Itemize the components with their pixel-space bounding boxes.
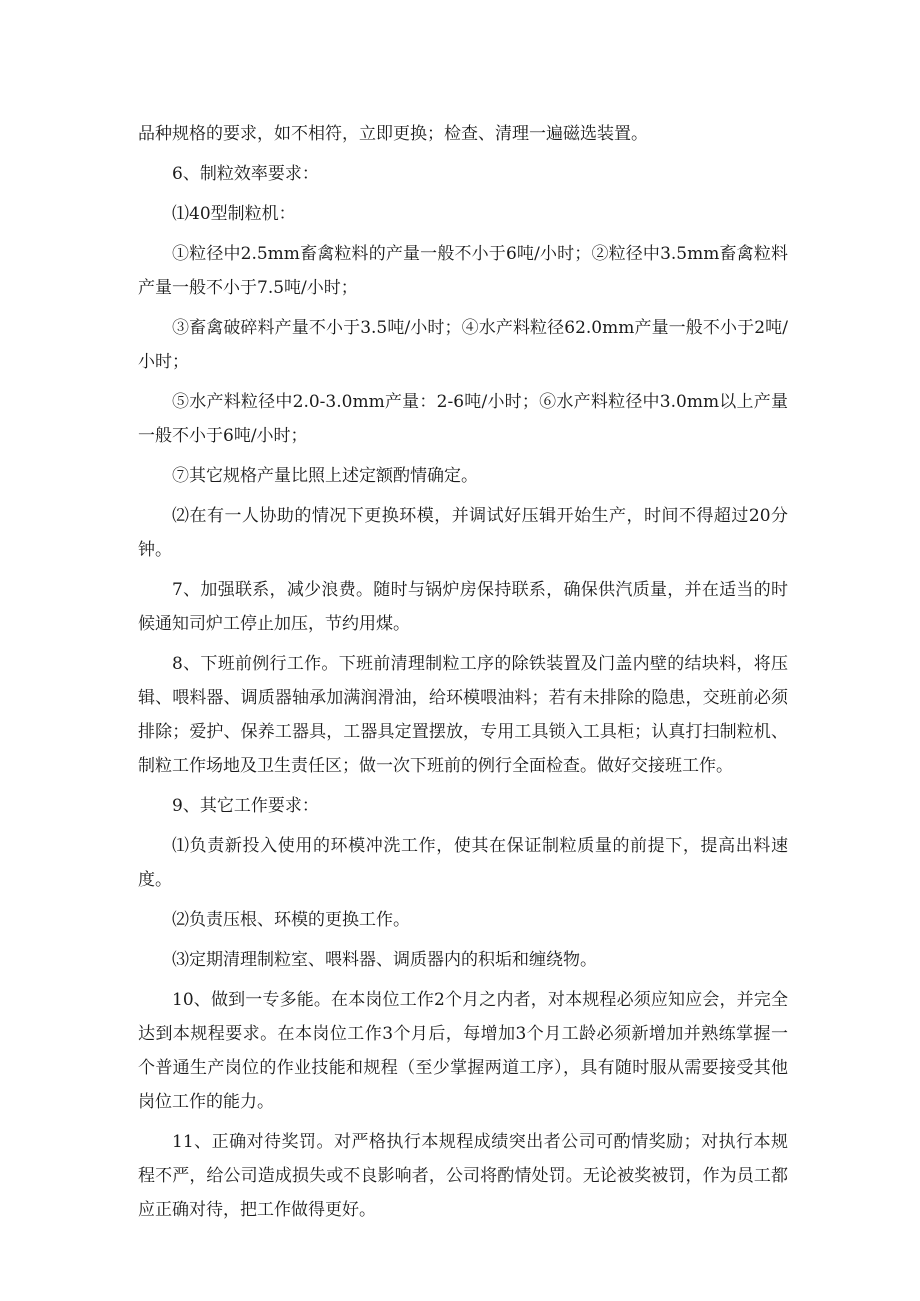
paragraph-section-8: 8、下班前例行工作。下班前清理制粒工序的除铁装置及门盖内壁的结块料，将压辑、喂料器、调质器轴承加满润滑油，给环模喂油料；若有未排除的隐患，交班前必须排除；爱护、保养工器具，工器具定置摆放，专用工具锁入工具柜；认真打扫制粒机、制粒工作场地及卫生责任区；做一次下班前的例行全面检查。做好交接班工作。	[138, 654, 788, 776]
document-body	[138, 117, 788, 1233]
paragraph-section-6-1-a: ①粒径中2.5mm畜禽粒料的产量一般不小于6吨/小时；②粒径中3.5mm畜禽粒料产量一般不小于7.5吨/小时；	[138, 244, 788, 298]
paragraph-section-6-1-d: ⑦其它规格产量比照上述定额酌情确定。	[172, 466, 478, 486]
paragraph-section-6-1-c: ⑤水产料粒径中2.0-3.0mm产量：2-6吨/小时；⑥水产料粒径中3.0mm以上产量一般不小于6吨/小时；	[138, 392, 788, 446]
paragraph-section-11: 11、正确对待奖罚。对严格执行本规程成绩突出者公司可酌情奖励；对执行本规程不严，给公司造成损失或不良影响者，公司将酌情处罚。无论被奖被罚，作为员工都应正确对待，把工作做得更好。	[138, 1132, 788, 1220]
paragraph-section-6-heading: 6、制粒效率要求：	[172, 164, 319, 184]
paragraph-section-7: 7、加强联系，减少浪费。随时与锅炉房保持联系，确保供汽质量，并在适当的时候通知司炉工停止加压，节约用煤。	[138, 580, 788, 634]
paragraph-section-6-2: ⑵在有一人协助的情况下更换环模，并调试好压辑开始生产，时间不得超过20分钟。	[138, 506, 788, 560]
paragraph-section-6-1: ⑴40型制粒机：	[172, 204, 296, 224]
paragraph-section-9-heading: 9、其它工作要求：	[172, 796, 319, 816]
paragraph-section-9-1: ⑴负责新投入使用的环模冲洗工作，使其在保证制粒质量的前提下，提高出料速度。	[138, 836, 788, 890]
paragraph-section-9-2: ⑵负责压根、环模的更换工作。	[172, 910, 410, 930]
paragraph-section-9-3: ⑶定期清理制粒室、喂料器、调质器内的积垢和缠绕物。	[172, 950, 597, 970]
paragraph-section-10: 10、做到一专多能。在本岗位工作2个月之内者，对本规程必须应知应会，并完全达到本规程要求。在本岗位工作3个月后，每增加3个月工龄必须新增加并熟练掌握一个普通生产岗位的作业技能和规程（至少掌握两道工序），具有随时服从需要接受其他岗位工作的能力。	[138, 990, 788, 1112]
paragraph-continuation: 品种规格的要求，如不相符，立即更换；检查、清理一遍磁选装置。	[138, 124, 648, 144]
paragraph-section-6-1-b: ③畜禽破碎料产量不小于3.5吨/小时；④水产料粒径62.0mm产量一般不小于2吨/小时；	[138, 318, 788, 372]
